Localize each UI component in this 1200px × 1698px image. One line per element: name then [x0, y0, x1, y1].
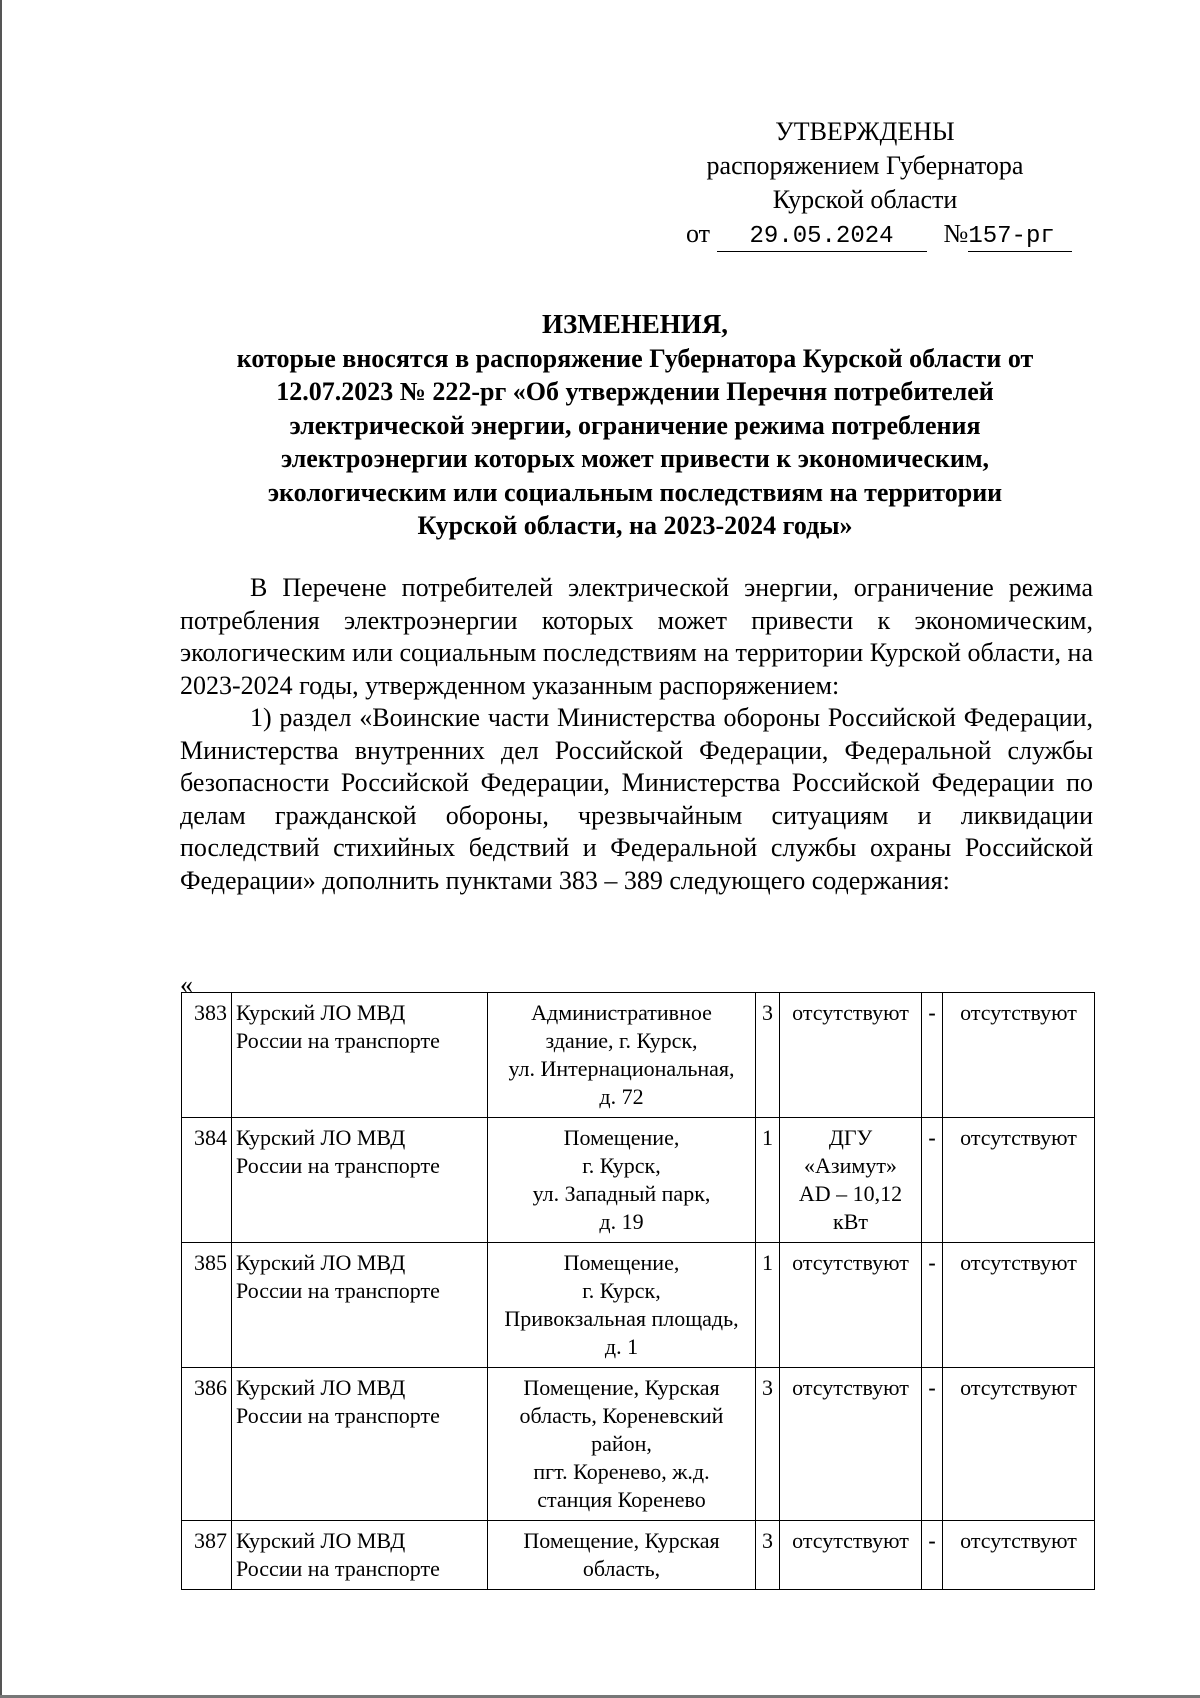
address-line: Помещение, Курская [523, 1375, 720, 1400]
source-line: ДГУ [828, 1125, 873, 1150]
row-category: 1 [756, 1118, 780, 1243]
address-line: Помещение, [563, 1125, 680, 1150]
row-address [488, 1243, 756, 1368]
org-line: Курский ЛО МВД [236, 1250, 406, 1275]
consumers-table-body [182, 993, 1095, 1590]
address-line: д. 19 [599, 1209, 644, 1234]
row-dash: - [922, 993, 943, 1118]
address-line: ул. Интернациональная, [508, 1056, 735, 1081]
table-row [182, 993, 1095, 1118]
row-organization [232, 1368, 488, 1521]
heading-line: экологическим или социальным последствиям на территории [267, 477, 1003, 507]
org-line: России на транспорте [236, 1028, 440, 1053]
row-number: 383 [182, 993, 232, 1118]
heading-title: ИЗМЕНЕНИЯ, [541, 309, 728, 339]
row-organization [232, 1243, 488, 1368]
source-line: отсутствуют [792, 1250, 909, 1275]
row-backup-source [780, 1368, 922, 1521]
org-line: Курский ЛО МВД [236, 1528, 406, 1553]
table-row [182, 1118, 1095, 1243]
approval-date-field [717, 220, 927, 252]
row-category: 3 [756, 1521, 780, 1590]
address-line: д. 72 [599, 1084, 644, 1109]
approval-from-label: от [686, 219, 711, 248]
address-line: область, Кореневский [519, 1403, 724, 1428]
row-dash: - [922, 1368, 943, 1521]
row-note: отсутствуют [943, 1521, 1095, 1590]
document-body [180, 572, 1093, 897]
row-backup-source [780, 1521, 922, 1590]
row-organization [232, 1118, 488, 1243]
heading-line: 12.07.2023 № 222-рг «Об утверждении Перечня потребителей [276, 377, 994, 406]
org-line: России на транспорте [236, 1556, 440, 1581]
approval-date: 29.05.2024 [749, 223, 894, 250]
address-line: область, [582, 1556, 661, 1581]
row-organization [232, 993, 488, 1118]
address-line: д. 1 [604, 1334, 639, 1359]
row-dash: - [922, 1118, 943, 1243]
heading-line: электроэнергии которых может привести к экономическим, [280, 444, 990, 473]
heading-line: электрической энергии, ограничение режима потребления [289, 410, 981, 440]
approval-date-line [686, 217, 1072, 252]
row-address [488, 1368, 756, 1521]
approval-number: 157-рг [968, 223, 1055, 250]
org-line: России на транспорте [236, 1403, 440, 1428]
row-note: отсутствуют [943, 1368, 1095, 1521]
org-line: России на транспорте [236, 1153, 440, 1178]
source-line: отсутствуют [792, 1528, 909, 1553]
address-line: г. Курск, [582, 1278, 661, 1303]
table-row [182, 1521, 1095, 1590]
row-backup-source [780, 1118, 922, 1243]
row-note: отсутствуют [943, 1243, 1095, 1368]
row-dash: - [922, 1243, 943, 1368]
org-line: России на транспорте [236, 1278, 440, 1303]
address-line: пгт. Коренево, ж.д. [533, 1459, 710, 1484]
row-number: 384 [182, 1118, 232, 1243]
address-line: Привокзальная площадь, [504, 1306, 739, 1331]
address-line: Помещение, Курская [523, 1528, 720, 1553]
source-line: AD – 10,12 [798, 1181, 903, 1206]
row-category: 3 [756, 993, 780, 1118]
address-line: ул. Западный парк, [532, 1181, 711, 1206]
approval-line-2: распоряжением Губернатора [706, 151, 1024, 180]
org-line: Курский ЛО МВД [236, 1000, 406, 1025]
org-line: Курский ЛО МВД [236, 1375, 406, 1400]
table-row [182, 1368, 1095, 1521]
row-number: 385 [182, 1243, 232, 1368]
table-row [182, 1243, 1095, 1368]
body-paragraph-1: В Перечене потребителей электрической энергии, ограничение режима потребления электроэнергии которых может привести к экономическим, экологическим или социальным последствиям на территории Курской области, на 2023-2024 годы, утвержденном указанным распоряжением: [180, 573, 1093, 700]
heading-line: которые вносятся в распоряжение Губернатора Курской области от [236, 343, 1034, 373]
row-address [488, 1118, 756, 1243]
scan-left-edge [0, 0, 2, 1698]
source-line: «Азимут» [804, 1153, 897, 1178]
row-dash: - [922, 1521, 943, 1590]
row-backup-source [780, 993, 922, 1118]
row-category: 3 [756, 1368, 780, 1521]
approval-number-field [968, 220, 1072, 252]
address-line: здание, г. Курск, [545, 1028, 698, 1053]
row-address [488, 1521, 756, 1590]
row-category: 1 [756, 1243, 780, 1368]
row-number: 386 [182, 1368, 232, 1521]
source-line: кВт [833, 1209, 868, 1234]
address-line: Помещение, [563, 1250, 680, 1275]
open-quote: « [180, 970, 193, 999]
row-organization [232, 1521, 488, 1590]
row-address [488, 993, 756, 1118]
approval-number-label: № [943, 219, 969, 248]
document-heading [170, 308, 1100, 543]
org-line: Курский ЛО МВД [236, 1125, 406, 1150]
row-backup-source [780, 1243, 922, 1368]
address-line: район, [591, 1431, 652, 1456]
address-line: Административное [531, 1000, 712, 1025]
approval-title: УТВЕРЖДЕНЫ [775, 117, 955, 146]
heading-line: Курской области, на 2023-2024 годы» [417, 511, 853, 540]
body-paragraph-2: 1) раздел «Воинские части Министерства обороны Российской Федерации, Министерства внутренних дел Российской Федерации, Федеральной службы безопасности Российской Федерации, Министерства Российской Федерации по делам гражданской обороны, чрезвычайным ситуациям и ликвидации последствий стихийных бедствий и Федеральной службы охраны Российской Федерации» дополнить пунктами 383 – 389 следующего содержания: [180, 703, 1093, 895]
address-line: г. Курск, [582, 1153, 661, 1178]
row-number: 387 [182, 1521, 232, 1590]
source-line: отсутствуют [792, 1000, 909, 1025]
approval-line-3: Курской области [772, 185, 958, 214]
consumers-table [181, 992, 1095, 1590]
row-note: отсутствуют [943, 993, 1095, 1118]
row-note: отсутствуют [943, 1118, 1095, 1243]
source-line: отсутствуют [792, 1375, 909, 1400]
address-line: станция Коренево [537, 1487, 706, 1512]
